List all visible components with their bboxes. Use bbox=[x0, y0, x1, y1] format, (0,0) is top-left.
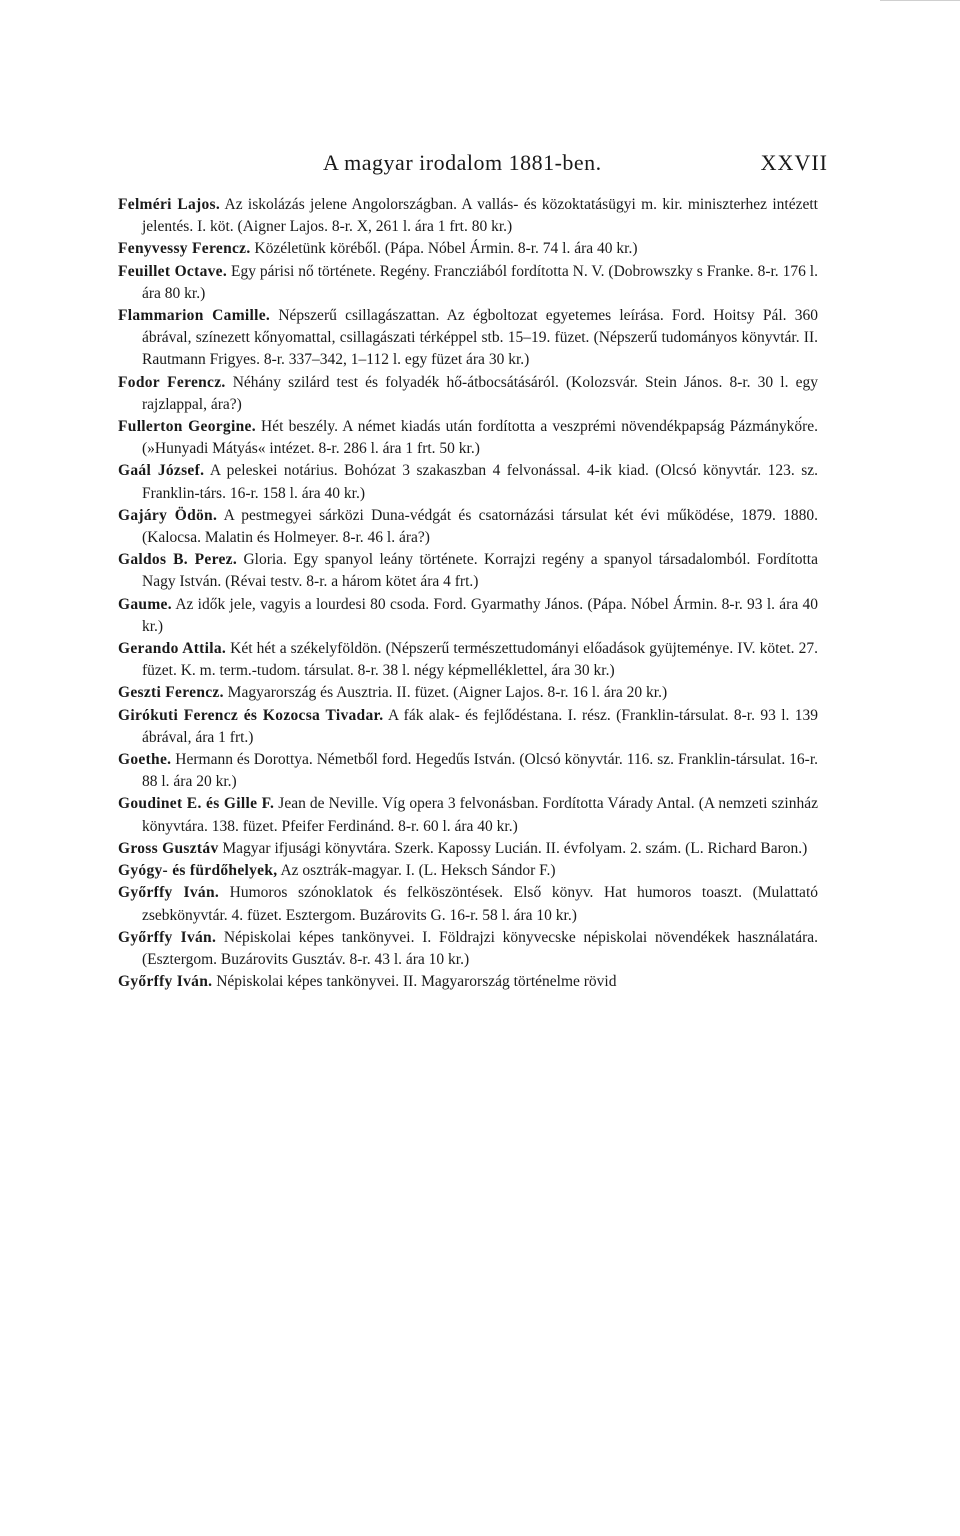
bibliography-entry bbox=[118, 194, 818, 238]
entry-author: Gross Gusztáv bbox=[118, 839, 219, 857]
bibliography-entry bbox=[118, 838, 818, 860]
page-content bbox=[118, 150, 828, 993]
entry-author: Geszti Ferencz. bbox=[118, 684, 224, 702]
entry-text: Két hét a székelyföldön. (Népszerű természettudományi előadások gyüjteménye. IV. kötet. 27. füzet. K. m. term.-tudom. társulat. 8-r. 38 l. négy képmelléklettel, ára 30 kr.) bbox=[142, 640, 818, 680]
entry-author: Feuillet Octave. bbox=[118, 262, 228, 280]
entry-text: Egy párisi nő története. Regény. Francziából fordította N. V. (Dobrowszky s Franke. 8-r. 176 l. ára 80 kr.) bbox=[142, 262, 818, 302]
entry-author: Győrffy Iván. bbox=[118, 884, 220, 902]
entry-author: Győrffy Iván. bbox=[118, 928, 217, 946]
entry-text: Néhány szilárd test és folyadék hő-átbocsátásáról. (Kolozsvár. Stein János. 8-r. 30 l. egy rajzlappal, ára?) bbox=[142, 373, 818, 413]
entry-text: Jean de Neville. Víg opera 3 felvonásban. Fordította Várady Antal. (A nemzeti szinház könyvtára. 138. füzet. Pfeifer Ferdinánd. 8-r. 60 l. ára 40 kr.) bbox=[142, 795, 818, 835]
entry-text: Népiskolai képes tankönyvei. I. Földrajzi könyvecske népiskolai növendékek használatára. (Esztergom. Buzárovits Gusztáv. 8-r. 43 l. ára 10 kr.) bbox=[142, 928, 819, 968]
entry-text: Gloria. Egy spanyol leány története. Korrajzi regény a spanyol társadalomból. Fordította Nagy István. (Révai testv. 8-r. a három kötet ára 4 frt.) bbox=[142, 551, 818, 591]
entry-author: Galdos B. Perez. bbox=[118, 551, 238, 569]
bibliography-entry bbox=[118, 549, 818, 593]
entry-text: A peleskei notárius. Bohózat 3 szakaszban 4 felvonással. 4-ik kiad. (Olcsó könyvtár. 123. sz. Franklin-társ. 16-r. 158 l. ára 40 kr.) bbox=[142, 462, 818, 502]
running-head bbox=[118, 150, 828, 180]
bibliography-entry bbox=[118, 238, 818, 260]
entry-text: Népszerű csillagászattan. Az égboltozat egyetemes leírása. Ford. Hoitsy Pál. 360 ábrával, színezett kőnyomattal, csillagászati térképpel stb. 15–19. füzet. (Népszerű tudományos könyvtár. II. Rautmann Frigyes. 8-r. 337–342, 1–112 l. egy füzet ára 30 kr.) bbox=[142, 307, 818, 369]
entry-text: Az idők jele, vagyis a lourdesi 80 csoda. Ford. Gyarmathy János. (Pápa. Nóbel Ármin. 8-r. 93 l. ára 40 kr.) bbox=[142, 595, 818, 635]
bibliography-entry bbox=[118, 705, 818, 749]
bibliography-entry bbox=[118, 505, 818, 549]
bibliography-entry bbox=[118, 971, 818, 993]
entry-author: Fullerton Georgine. bbox=[118, 418, 256, 436]
entry-author: Fodor Ferencz. bbox=[118, 373, 226, 391]
entry-author: Felméri Lajos. bbox=[118, 196, 221, 213]
running-head-title: A magyar irodalom 1881-ben. bbox=[323, 150, 602, 175]
entry-text: Hermann és Dorottya. Németből ford. Hegedűs István. (Olcsó könyvtár. 116. sz. Franklin-társulat. 16-r. 88 l. ára 20 kr.) bbox=[142, 751, 818, 791]
bibliography-entry bbox=[118, 416, 818, 460]
bibliography-entry bbox=[118, 860, 818, 882]
entry-text: Az osztrák-magyar. I. (L. Heksch Sándor F.) bbox=[277, 862, 556, 880]
entry-author: Flammarion Camille. bbox=[118, 307, 271, 325]
entry-author: Goethe. bbox=[118, 751, 172, 769]
bibliography-entry bbox=[118, 749, 818, 793]
bibliography-entry bbox=[118, 594, 818, 638]
bibliography-entry bbox=[118, 372, 818, 416]
bibliography-entry bbox=[118, 638, 818, 682]
entry-author: Gaume. bbox=[118, 595, 172, 613]
entry-text: Humoros szónoklatok és felköszöntések. Első könyv. Hat humoros toaszt. (Mulattató zsebkönyvtár. 4. füzet. Esztergom. Buzárovits G. 16-r. 58 l. ára 10 kr.) bbox=[142, 884, 818, 924]
bibliography-list bbox=[118, 194, 818, 993]
bibliography-entry bbox=[118, 261, 818, 305]
bibliography-entry bbox=[118, 305, 818, 372]
entry-author: Gyógy- és fürdőhelyek, bbox=[118, 862, 278, 880]
entry-text: A pestmegyei sárközi Duna-védgát és csatornázási társulat két évi működése, 1879. 1880. (Kalocsa. Malatin és Holmeyer. 8-r. 46 l. ára?) bbox=[142, 506, 819, 547]
entry-author: Goudinet E. és Gille F. bbox=[118, 795, 275, 813]
entry-author: Girókuti Ferencz és Kozocsa Tivadar. bbox=[118, 706, 384, 724]
entry-text: Az iskolázás jelene Angolországban. A vallás- és közoktatásügyi m. kir. miniszterhez intézett jelentés. I. köt. (Aigner Lajos. 8-r. X, 261 l. ára 1 frt. 80 kr.) bbox=[142, 196, 818, 236]
entry-author: Fenyvessy Ferencz. bbox=[118, 240, 251, 258]
entry-text: Hét beszély. A német kiadás után fordította a veszprémi növendékpapság Pázmánykö́re. (»Hunyadi Mátyás« intézet. 8-r. 286 l. ára 1 frt. 50 kr.) bbox=[142, 418, 818, 458]
bibliography-entry bbox=[118, 882, 818, 926]
entry-text: Magyar ifjusági könyvtára. Szerk. Kapossy Lucián. II. évfolyam. 2. szám. (L. Richard Baron.) bbox=[218, 839, 808, 857]
entry-text: Magyarország és Ausztria. II. füzet. (Aigner Lajos. 8-r. 16 l. ára 20 kr.) bbox=[223, 684, 668, 702]
bibliography-entry bbox=[118, 927, 818, 971]
page-number: XXVII bbox=[760, 150, 828, 175]
entry-author: Gaál József. bbox=[118, 462, 205, 480]
entry-author: Gajáry Ödön. bbox=[118, 506, 218, 524]
bibliography-entry bbox=[118, 460, 818, 504]
entry-text: A fák alak- és fejlődéstana. I. rész. (Franklin-társulat. 8-r. 93 l. 139 ábrával, ára 1 frt.) bbox=[142, 706, 818, 746]
bibliography-entry bbox=[118, 793, 818, 837]
scan-edge-mark bbox=[880, 0, 960, 1]
entry-author: Gerando Attila. bbox=[118, 640, 227, 658]
bibliography-entry bbox=[118, 682, 818, 704]
entry-text: Népiskolai képes tankönyvei. II. Magyarország történelme rövid bbox=[212, 973, 617, 991]
entry-author: Győrffy Iván. bbox=[118, 973, 213, 991]
entry-text: Közéletünk köréből. (Pápa. Nóbel Ármin. 8-r. 74 l. ára 40 kr.) bbox=[250, 240, 638, 258]
